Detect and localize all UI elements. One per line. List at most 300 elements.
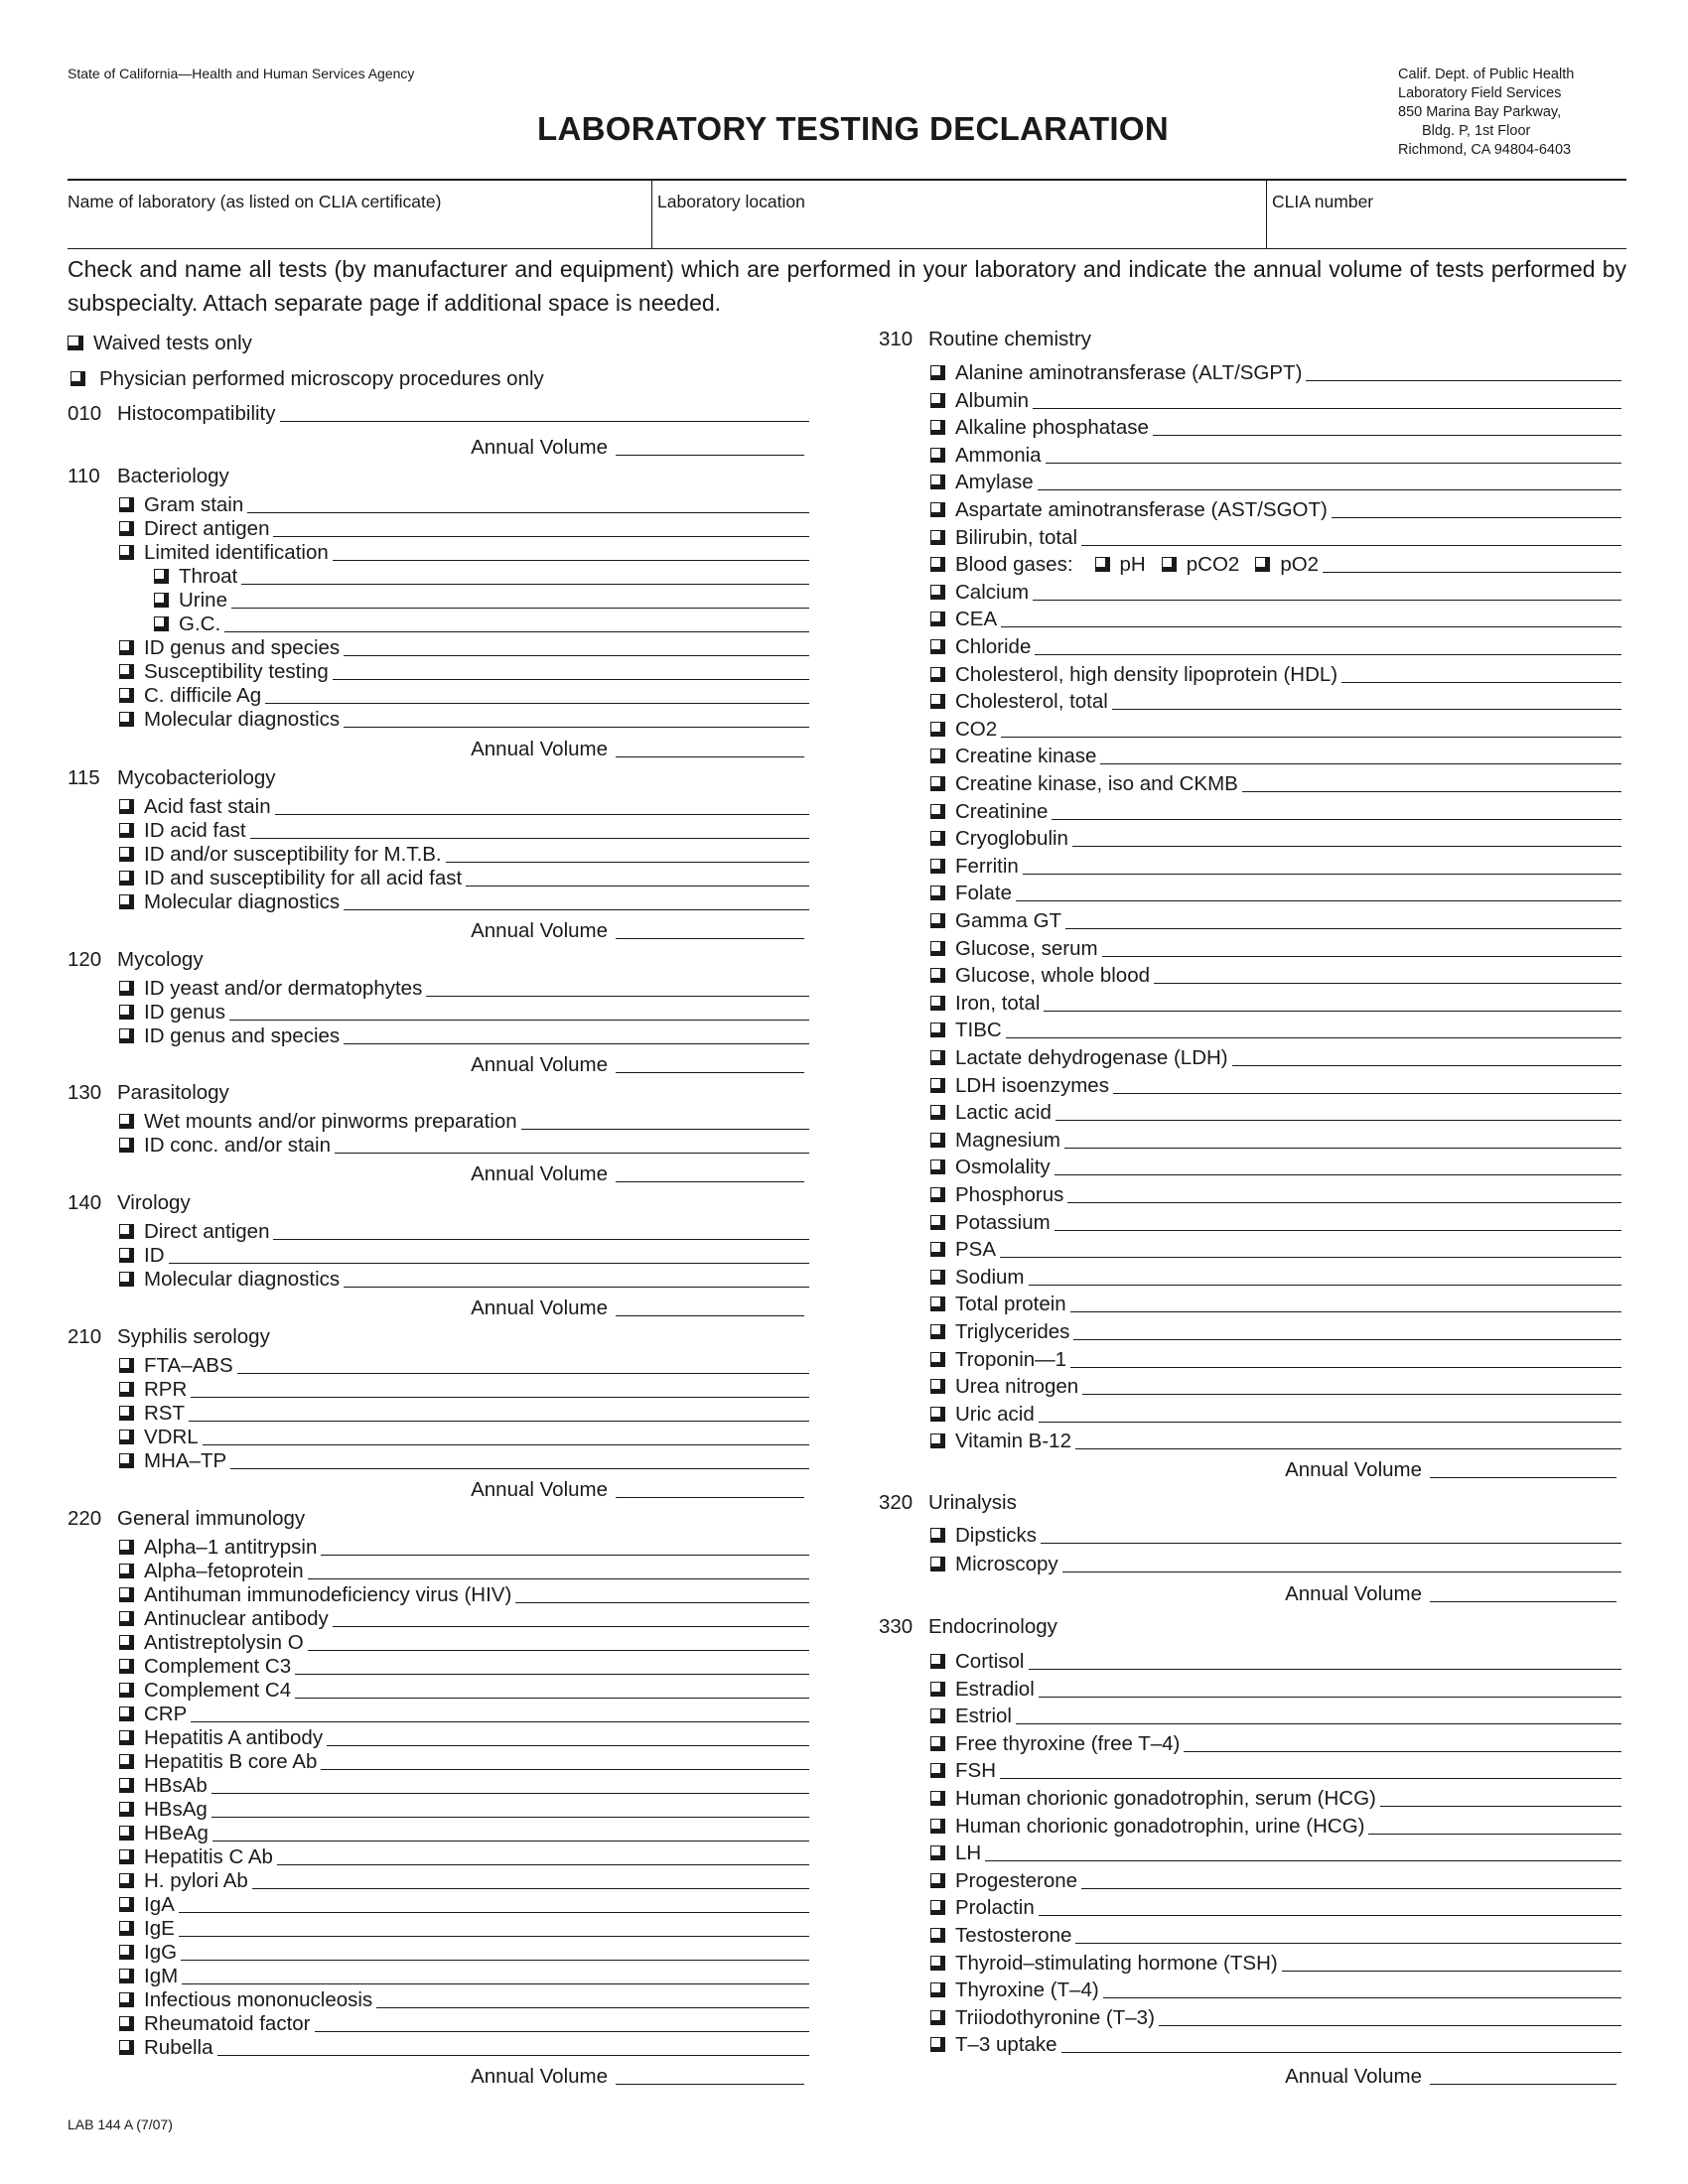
entry-line[interactable] — [169, 1262, 810, 1264]
test-item-hepatitis-a-antibody — [119, 1726, 809, 1748]
test-label: LH — [955, 1841, 982, 1864]
checkbox[interactable] — [930, 667, 945, 682]
entry-line[interactable] — [1065, 927, 1621, 929]
test-label: Microscopy — [955, 1552, 1058, 1575]
entry-line[interactable] — [1001, 625, 1621, 627]
annual-volume-input[interactable] — [616, 755, 804, 757]
entry-line[interactable] — [308, 1649, 809, 1651]
checkbox[interactable] — [930, 1873, 945, 1888]
entry-line[interactable] — [1055, 1119, 1621, 1121]
checkbox[interactable] — [930, 722, 945, 737]
checkbox[interactable] — [119, 1028, 134, 1043]
checkbox[interactable] — [119, 1992, 134, 2007]
test-label: Human chorionic gonadotrophin, urine (HCG) — [955, 1814, 1365, 1838]
checkbox[interactable] — [119, 1921, 134, 1936]
checkbox[interactable] — [930, 639, 945, 654]
checkbox[interactable] — [930, 557, 945, 572]
entry-line[interactable] — [1062, 1570, 1621, 1572]
checkbox[interactable] — [930, 448, 945, 463]
entry-line[interactable] — [1067, 1201, 1621, 1203]
checkbox[interactable] — [119, 640, 134, 655]
entry-line[interactable] — [1016, 899, 1621, 901]
checkbox[interactable] — [154, 593, 169, 608]
entry-line[interactable] — [1100, 762, 1621, 764]
checkbox[interactable] — [119, 847, 134, 862]
test-item-human-chorionic-gonadotrophin-urine-hcg — [930, 1815, 1621, 1837]
test-item-id-acid-fast — [119, 819, 809, 841]
test-item-id-genus-and-species — [119, 1024, 809, 1046]
test-item-g-c — [154, 613, 809, 634]
checkbox[interactable] — [930, 1050, 945, 1065]
checkbox[interactable] — [930, 968, 945, 983]
test-item-uric-acid — [930, 1403, 1621, 1425]
entry-line[interactable] — [1029, 1668, 1622, 1670]
test-label: Cholesterol, total — [955, 689, 1108, 713]
checkbox[interactable] — [119, 1683, 134, 1698]
annual-volume-input[interactable] — [1430, 2083, 1617, 2085]
checkbox[interactable] — [154, 569, 169, 584]
annual-volume-input[interactable] — [616, 454, 804, 456]
section-name: Urinalysis — [928, 1490, 1017, 1514]
entry-line[interactable] — [1082, 1393, 1621, 1395]
entry-line[interactable] — [515, 1601, 809, 1603]
test-item-crp — [119, 1703, 809, 1724]
entry-line[interactable] — [1081, 1887, 1621, 1889]
entry-line[interactable] — [1000, 1256, 1621, 1258]
checkbox[interactable] — [119, 981, 134, 996]
checkbox[interactable] — [930, 2010, 945, 2025]
test-item-total-protein — [930, 1293, 1621, 1314]
test-label: Rubella — [144, 2035, 213, 2059]
checkbox[interactable] — [119, 1453, 134, 1468]
entry-line[interactable] — [1282, 1970, 1621, 1972]
checkbox[interactable] — [1162, 557, 1177, 572]
entry-line[interactable] — [280, 420, 810, 422]
blood-gas-option-po2: pO2 — [1280, 552, 1320, 576]
entry-line[interactable] — [1323, 571, 1621, 573]
checkbox[interactable] — [930, 1215, 945, 1230]
checkbox[interactable] — [930, 749, 945, 763]
test-label: IgG — [144, 1940, 178, 1964]
entry-line[interactable] — [1103, 1996, 1621, 1998]
entry-line[interactable] — [1039, 1696, 1621, 1698]
test-label: G.C. — [179, 612, 221, 635]
entry-line[interactable] — [1380, 1805, 1621, 1807]
checkbox[interactable] — [119, 1635, 134, 1650]
entry-line[interactable] — [211, 1816, 809, 1818]
test-item-direct-antigen — [119, 1220, 809, 1242]
entry-line[interactable] — [333, 1625, 809, 1627]
entry-line[interactable] — [376, 2006, 809, 2008]
test-item-co2 — [930, 718, 1621, 740]
checkbox[interactable] — [930, 1133, 945, 1148]
checkbox[interactable] — [119, 1138, 134, 1153]
entry-line[interactable] — [521, 1128, 809, 1130]
entry-line[interactable] — [1033, 599, 1621, 601]
entry-line[interactable] — [321, 1768, 809, 1770]
entry-line[interactable] — [1070, 1366, 1621, 1368]
checkbox[interactable] — [119, 1382, 134, 1397]
annual-volume-input[interactable] — [616, 1314, 804, 1316]
test-item-rst — [119, 1402, 809, 1424]
entry-line[interactable] — [1306, 379, 1621, 381]
entry-line[interactable] — [466, 885, 809, 887]
entry-line[interactable] — [230, 1467, 809, 1469]
test-item-potassium — [930, 1211, 1621, 1233]
annual-volume-input[interactable] — [1430, 1476, 1617, 1478]
entry-line[interactable] — [182, 1982, 809, 1984]
entry-line[interactable] — [295, 1697, 809, 1699]
entry-line[interactable] — [277, 1863, 809, 1865]
checkbox[interactable] — [930, 1528, 945, 1543]
annual-volume-input[interactable] — [616, 2083, 804, 2085]
checkbox[interactable] — [930, 1407, 945, 1422]
checkbox[interactable] — [930, 1297, 945, 1311]
checkbox[interactable] — [930, 831, 945, 846]
entry-line[interactable] — [333, 559, 809, 561]
checkbox[interactable] — [119, 497, 134, 512]
section-name: Endocrinology — [928, 1614, 1057, 1638]
entry-line[interactable] — [191, 1396, 809, 1398]
checkbox[interactable] — [119, 1945, 134, 1960]
checkbox[interactable] — [119, 871, 134, 886]
checkbox[interactable] — [930, 1242, 945, 1257]
checkbox[interactable] — [930, 1379, 945, 1394]
entry-line[interactable] — [1341, 681, 1621, 683]
section-header-routine-chemistry — [879, 328, 1621, 349]
entry-line[interactable] — [1368, 1833, 1621, 1835]
test-item-complement-c3 — [119, 1655, 809, 1677]
test-label: Folate — [955, 881, 1012, 904]
checkbox[interactable] — [119, 1005, 134, 1020]
entry-line[interactable] — [315, 2030, 809, 2032]
entry-line[interactable] — [252, 1887, 809, 1889]
checkbox[interactable] — [119, 1114, 134, 1129]
checkbox[interactable] — [119, 894, 134, 909]
checkbox[interactable] — [119, 2040, 134, 2055]
entry-line[interactable] — [179, 1935, 809, 1937]
entry-line[interactable] — [1039, 1421, 1621, 1423]
checkbox[interactable] — [930, 1791, 945, 1806]
checkbox[interactable] — [930, 1956, 945, 1971]
entry-line[interactable] — [237, 1372, 809, 1374]
entry-line[interactable] — [446, 861, 809, 863]
checkbox[interactable] — [119, 1969, 134, 1983]
entry-line[interactable] — [211, 1792, 809, 1794]
checkbox[interactable] — [68, 336, 83, 350]
entry-line[interactable] — [1072, 845, 1621, 847]
checkbox[interactable] — [930, 1187, 945, 1202]
entry-line[interactable] — [1055, 1229, 1621, 1231]
checkbox[interactable] — [119, 1730, 134, 1745]
test-item-molecular-diagnostics — [119, 708, 809, 730]
test-label: Complement C4 — [144, 1678, 292, 1702]
entry-line[interactable] — [1061, 2051, 1621, 2053]
checkbox[interactable] — [930, 1654, 945, 1669]
checkbox[interactable] — [119, 1778, 134, 1793]
entry-line[interactable] — [1073, 1338, 1621, 1340]
entry-line[interactable] — [1242, 790, 1621, 792]
entry-line[interactable] — [1075, 1447, 1621, 1449]
entry-line[interactable] — [1041, 1542, 1621, 1544]
checkbox[interactable] — [119, 1358, 134, 1373]
entry-line[interactable] — [1046, 462, 1621, 464]
test-item-molecular-diagnostics — [119, 890, 809, 912]
test-label: Glucose, serum — [955, 936, 1098, 960]
checkbox[interactable] — [930, 941, 945, 956]
entry-line[interactable] — [1112, 708, 1621, 710]
entry-line[interactable] — [1064, 1147, 1621, 1149]
entry-line[interactable] — [231, 607, 809, 609]
checkbox[interactable] — [930, 420, 945, 435]
checkbox[interactable] — [930, 1708, 945, 1723]
entry-line[interactable] — [335, 1152, 809, 1154]
test-item-tibc — [930, 1019, 1621, 1040]
section-name: Syphilis serology — [117, 1324, 270, 1348]
entry-line[interactable] — [1154, 982, 1621, 984]
checkbox[interactable] — [930, 1682, 945, 1697]
checkbox[interactable] — [119, 712, 134, 727]
checkbox[interactable] — [930, 1352, 945, 1367]
checkbox[interactable] — [930, 776, 945, 791]
annual-volume-label: Annual Volume — [471, 1052, 608, 1076]
entry-line[interactable] — [265, 702, 809, 704]
checkbox[interactable] — [930, 475, 945, 489]
checkbox[interactable] — [119, 688, 134, 703]
annual-volume — [199, 919, 804, 941]
entry-line[interactable] — [212, 1840, 809, 1842]
checkbox[interactable] — [930, 804, 945, 819]
checkbox[interactable] — [930, 886, 945, 900]
section-name: General immunology — [117, 1506, 306, 1530]
checkbox[interactable] — [1095, 557, 1110, 572]
test-label: Blood gases: — [955, 552, 1073, 576]
entry-line[interactable] — [247, 511, 809, 513]
checkbox[interactable] — [119, 1873, 134, 1888]
annual-volume-input[interactable] — [616, 1071, 804, 1073]
entry-line[interactable] — [273, 535, 809, 537]
entry-line[interactable] — [217, 2054, 809, 2056]
checkbox[interactable] — [119, 1754, 134, 1769]
entry-line[interactable] — [426, 995, 809, 997]
entry-line[interactable] — [1075, 1942, 1621, 1944]
agency-name: State of California—Health and Human Services Agency — [68, 66, 415, 81]
checkbox[interactable] — [930, 1433, 945, 1448]
waived-label: Waived tests only — [93, 331, 252, 354]
entry-line[interactable] — [308, 1577, 809, 1579]
entry-line[interactable] — [344, 1042, 809, 1044]
checkbox[interactable] — [930, 1270, 945, 1285]
entry-line[interactable] — [1000, 1777, 1621, 1779]
checkbox[interactable] — [930, 1928, 945, 1943]
test-item-blood-gases — [930, 553, 1621, 575]
test-item-calcium — [930, 581, 1621, 603]
entry-line[interactable] — [1001, 736, 1621, 738]
checkbox[interactable] — [930, 1763, 945, 1778]
checkbox[interactable] — [119, 521, 134, 536]
checkbox[interactable] — [119, 1897, 134, 1912]
test-item-t-3-uptake — [930, 2033, 1621, 2055]
entry-line[interactable] — [1153, 434, 1621, 436]
test-item-antistreptolysin-o — [119, 1631, 809, 1653]
annual-volume-input[interactable] — [616, 1496, 804, 1498]
annual-volume-label: Annual Volume — [471, 1477, 608, 1501]
test-label: ID yeast and/or dermatophytes — [144, 976, 423, 1000]
agency-address — [1398, 66, 1574, 160]
entry-line[interactable] — [275, 813, 809, 815]
entry-line[interactable] — [229, 1019, 809, 1021]
checkbox[interactable] — [119, 1659, 134, 1674]
test-item-throat — [154, 565, 809, 587]
checkbox[interactable] — [930, 1900, 945, 1915]
entry-line[interactable] — [1184, 1750, 1621, 1752]
entry-line[interactable] — [321, 1554, 809, 1556]
checkbox[interactable] — [119, 2016, 134, 2031]
annual-volume — [199, 1162, 804, 1184]
checkbox[interactable] — [119, 1430, 134, 1444]
entry-line[interactable] — [1016, 1722, 1621, 1724]
checkbox[interactable] — [119, 823, 134, 838]
entry-line[interactable] — [191, 1720, 809, 1722]
annual-volume-input[interactable] — [616, 1180, 804, 1182]
lab-location-field[interactable]: Laboratory location — [657, 192, 805, 211]
entry-line[interactable] — [1033, 407, 1621, 409]
checkbox[interactable] — [930, 996, 945, 1011]
entry-line[interactable] — [181, 1959, 809, 1961]
test-label: Dipsticks — [955, 1523, 1038, 1547]
test-label: Prolactin — [955, 1895, 1035, 1919]
entry-line[interactable] — [1070, 1310, 1621, 1312]
checkbox[interactable] — [930, 694, 945, 709]
lab-name-field[interactable]: Name of laboratory (as listed on CLIA certificate) — [68, 192, 442, 211]
entry-line[interactable] — [1038, 488, 1621, 490]
entry-line[interactable] — [224, 630, 809, 632]
section-header-urinalysis — [879, 1491, 1621, 1513]
section-header-histocompatibility — [68, 402, 809, 424]
checkbox[interactable] — [119, 1564, 134, 1578]
checkbox[interactable] — [119, 1224, 134, 1239]
checkbox[interactable] — [930, 1982, 945, 1997]
checkbox[interactable] — [119, 1248, 134, 1263]
entry-line[interactable] — [1029, 1284, 1621, 1286]
entry-line[interactable] — [1035, 653, 1621, 655]
checkbox[interactable] — [119, 1849, 134, 1864]
checkbox[interactable] — [930, 1105, 945, 1120]
test-item-thyroid-stimulating-hormone-tsh — [930, 1952, 1621, 1974]
entry-line[interactable] — [1055, 1173, 1621, 1175]
checkbox[interactable] — [930, 913, 945, 928]
checkbox[interactable] — [70, 371, 85, 386]
checkbox[interactable] — [930, 1819, 945, 1834]
test-label: Progesterone — [955, 1868, 1078, 1892]
checkbox[interactable] — [119, 1611, 134, 1626]
checkbox[interactable] — [119, 1540, 134, 1555]
checkbox[interactable] — [119, 545, 134, 560]
checkbox[interactable] — [119, 664, 134, 679]
checkbox[interactable] — [119, 799, 134, 814]
entry-line[interactable] — [189, 1420, 809, 1422]
checkbox[interactable] — [154, 616, 169, 631]
checkbox[interactable] — [930, 1736, 945, 1751]
entry-line[interactable] — [1232, 1064, 1621, 1066]
checkbox[interactable] — [930, 1078, 945, 1093]
checkbox[interactable] — [930, 393, 945, 408]
entry-line[interactable] — [1159, 2024, 1621, 2026]
entry-line[interactable] — [344, 1286, 809, 1288]
test-label: Bilirubin, total — [955, 525, 1078, 549]
test-item-chloride — [930, 635, 1621, 657]
entry-line[interactable] — [344, 726, 809, 728]
annual-volume-input[interactable] — [616, 937, 804, 939]
checkbox[interactable] — [930, 502, 945, 517]
checkbox[interactable] — [119, 1272, 134, 1287]
checkbox[interactable] — [930, 1324, 945, 1339]
test-item-phosphorus — [930, 1183, 1621, 1205]
entry-line[interactable] — [327, 1744, 809, 1746]
checkbox[interactable] — [930, 1023, 945, 1037]
test-label: Triiodothyronine (T–3) — [955, 2005, 1155, 2029]
checkbox[interactable] — [930, 585, 945, 600]
checkbox[interactable] — [119, 1826, 134, 1841]
checkbox[interactable] — [930, 859, 945, 874]
annual-volume-input[interactable] — [1430, 1600, 1617, 1602]
entry-line[interactable] — [344, 908, 809, 910]
entry-line[interactable] — [1006, 1036, 1621, 1038]
checkbox[interactable] — [930, 612, 945, 626]
checkbox[interactable] — [119, 1587, 134, 1602]
checkbox[interactable] — [119, 1706, 134, 1721]
entry-line[interactable] — [295, 1673, 809, 1675]
entry-line[interactable] — [1102, 955, 1621, 957]
entry-line[interactable] — [241, 583, 809, 585]
test-item-wet-mounts-and-or-pinworms-preparation — [119, 1110, 809, 1132]
checkbox[interactable] — [930, 1845, 945, 1860]
address-line: Richmond, CA 94804-6403 — [1398, 142, 1572, 158]
checkbox[interactable] — [930, 1160, 945, 1174]
test-label: ID and susceptibility for all acid fast — [144, 866, 463, 889]
test-item-cortisol — [930, 1650, 1621, 1672]
entry-line[interactable] — [344, 654, 809, 656]
entry-line[interactable] — [1081, 544, 1621, 546]
checkbox[interactable] — [119, 1802, 134, 1817]
entry-line[interactable] — [333, 678, 809, 680]
entry-line[interactable] — [1039, 1914, 1621, 1916]
entry-line[interactable] — [1052, 818, 1621, 820]
entry-line[interactable] — [1023, 873, 1621, 875]
entry-line[interactable] — [273, 1238, 809, 1240]
test-item-cholesterol-high-density-lipoprotein-hdl — [930, 663, 1621, 685]
checkbox[interactable] — [119, 1406, 134, 1421]
checkbox[interactable] — [930, 2037, 945, 2052]
checkbox[interactable] — [930, 365, 945, 380]
entry-line[interactable] — [1044, 1010, 1621, 1012]
entry-line[interactable] — [250, 837, 809, 839]
test-label: Creatinine — [955, 799, 1049, 823]
checkbox[interactable] — [1255, 557, 1270, 572]
test-label: Throat — [179, 564, 238, 588]
section-name: Histocompatibility — [117, 401, 276, 425]
entry-line[interactable] — [985, 1859, 1621, 1861]
test-item-thyroxine-t-4 — [930, 1979, 1621, 2000]
checkbox[interactable] — [930, 1557, 945, 1571]
entry-line[interactable] — [1332, 516, 1621, 518]
entry-line[interactable] — [203, 1443, 809, 1445]
test-label: Triglycerides — [955, 1319, 1070, 1343]
entry-line[interactable] — [1113, 1092, 1621, 1094]
entry-line[interactable] — [179, 1911, 809, 1913]
checkbox[interactable] — [930, 530, 945, 545]
clia-number-field[interactable]: CLIA number — [1272, 192, 1374, 211]
